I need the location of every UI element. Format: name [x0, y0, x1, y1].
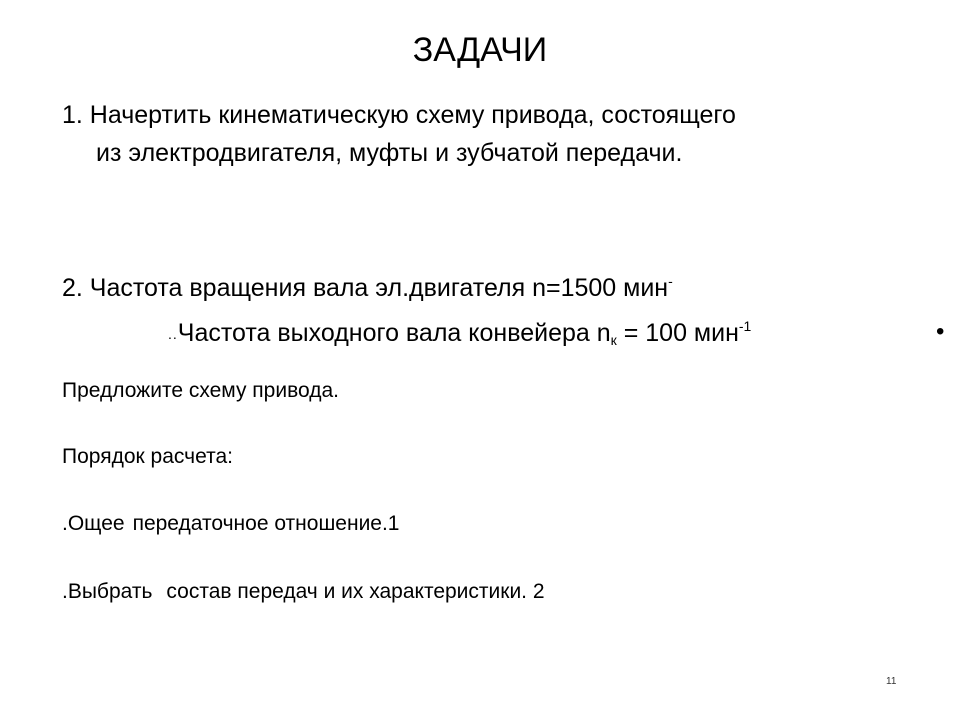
slide-title: ЗАДАЧИ	[412, 31, 548, 69]
task1-line2: из электродвигателя, муфты и зубчатой передачи.	[96, 139, 683, 167]
step1-part1: .Ощее	[62, 512, 125, 535]
task2-line2-text: Частота выходного вала конвейера n	[177, 319, 611, 347]
step2-line	[62, 579, 545, 605]
page-number: 11	[886, 676, 897, 687]
task2-line1	[62, 273, 673, 303]
propose-text: Предложите схему привода.	[62, 379, 339, 402]
step1-part2: передаточное отношение.1	[132, 512, 400, 535]
task2-line2	[168, 318, 751, 349]
step2-part1: .Выбрать	[62, 580, 153, 603]
task2-line2-superscript: -1	[738, 318, 752, 334]
step2-part2: состав передач и их характеристики. 2	[166, 580, 545, 603]
task1-line1: 1. Начертить кинематическую схему привода, состоящего	[62, 101, 736, 129]
step1-line	[62, 511, 400, 537]
task2-line2-prefix: ..	[168, 326, 178, 342]
task2-line2-text-after: = 100 мин	[616, 319, 739, 347]
task2-line1-superscript: -	[668, 273, 673, 289]
task2-line2-subscript: к	[610, 332, 617, 348]
bullet-icon: •	[936, 318, 945, 345]
task2-line1-text: 2. Частота вращения вала эл.двигателя n=1500 мин	[62, 274, 669, 302]
order-heading: Порядок расчета:	[62, 445, 233, 468]
